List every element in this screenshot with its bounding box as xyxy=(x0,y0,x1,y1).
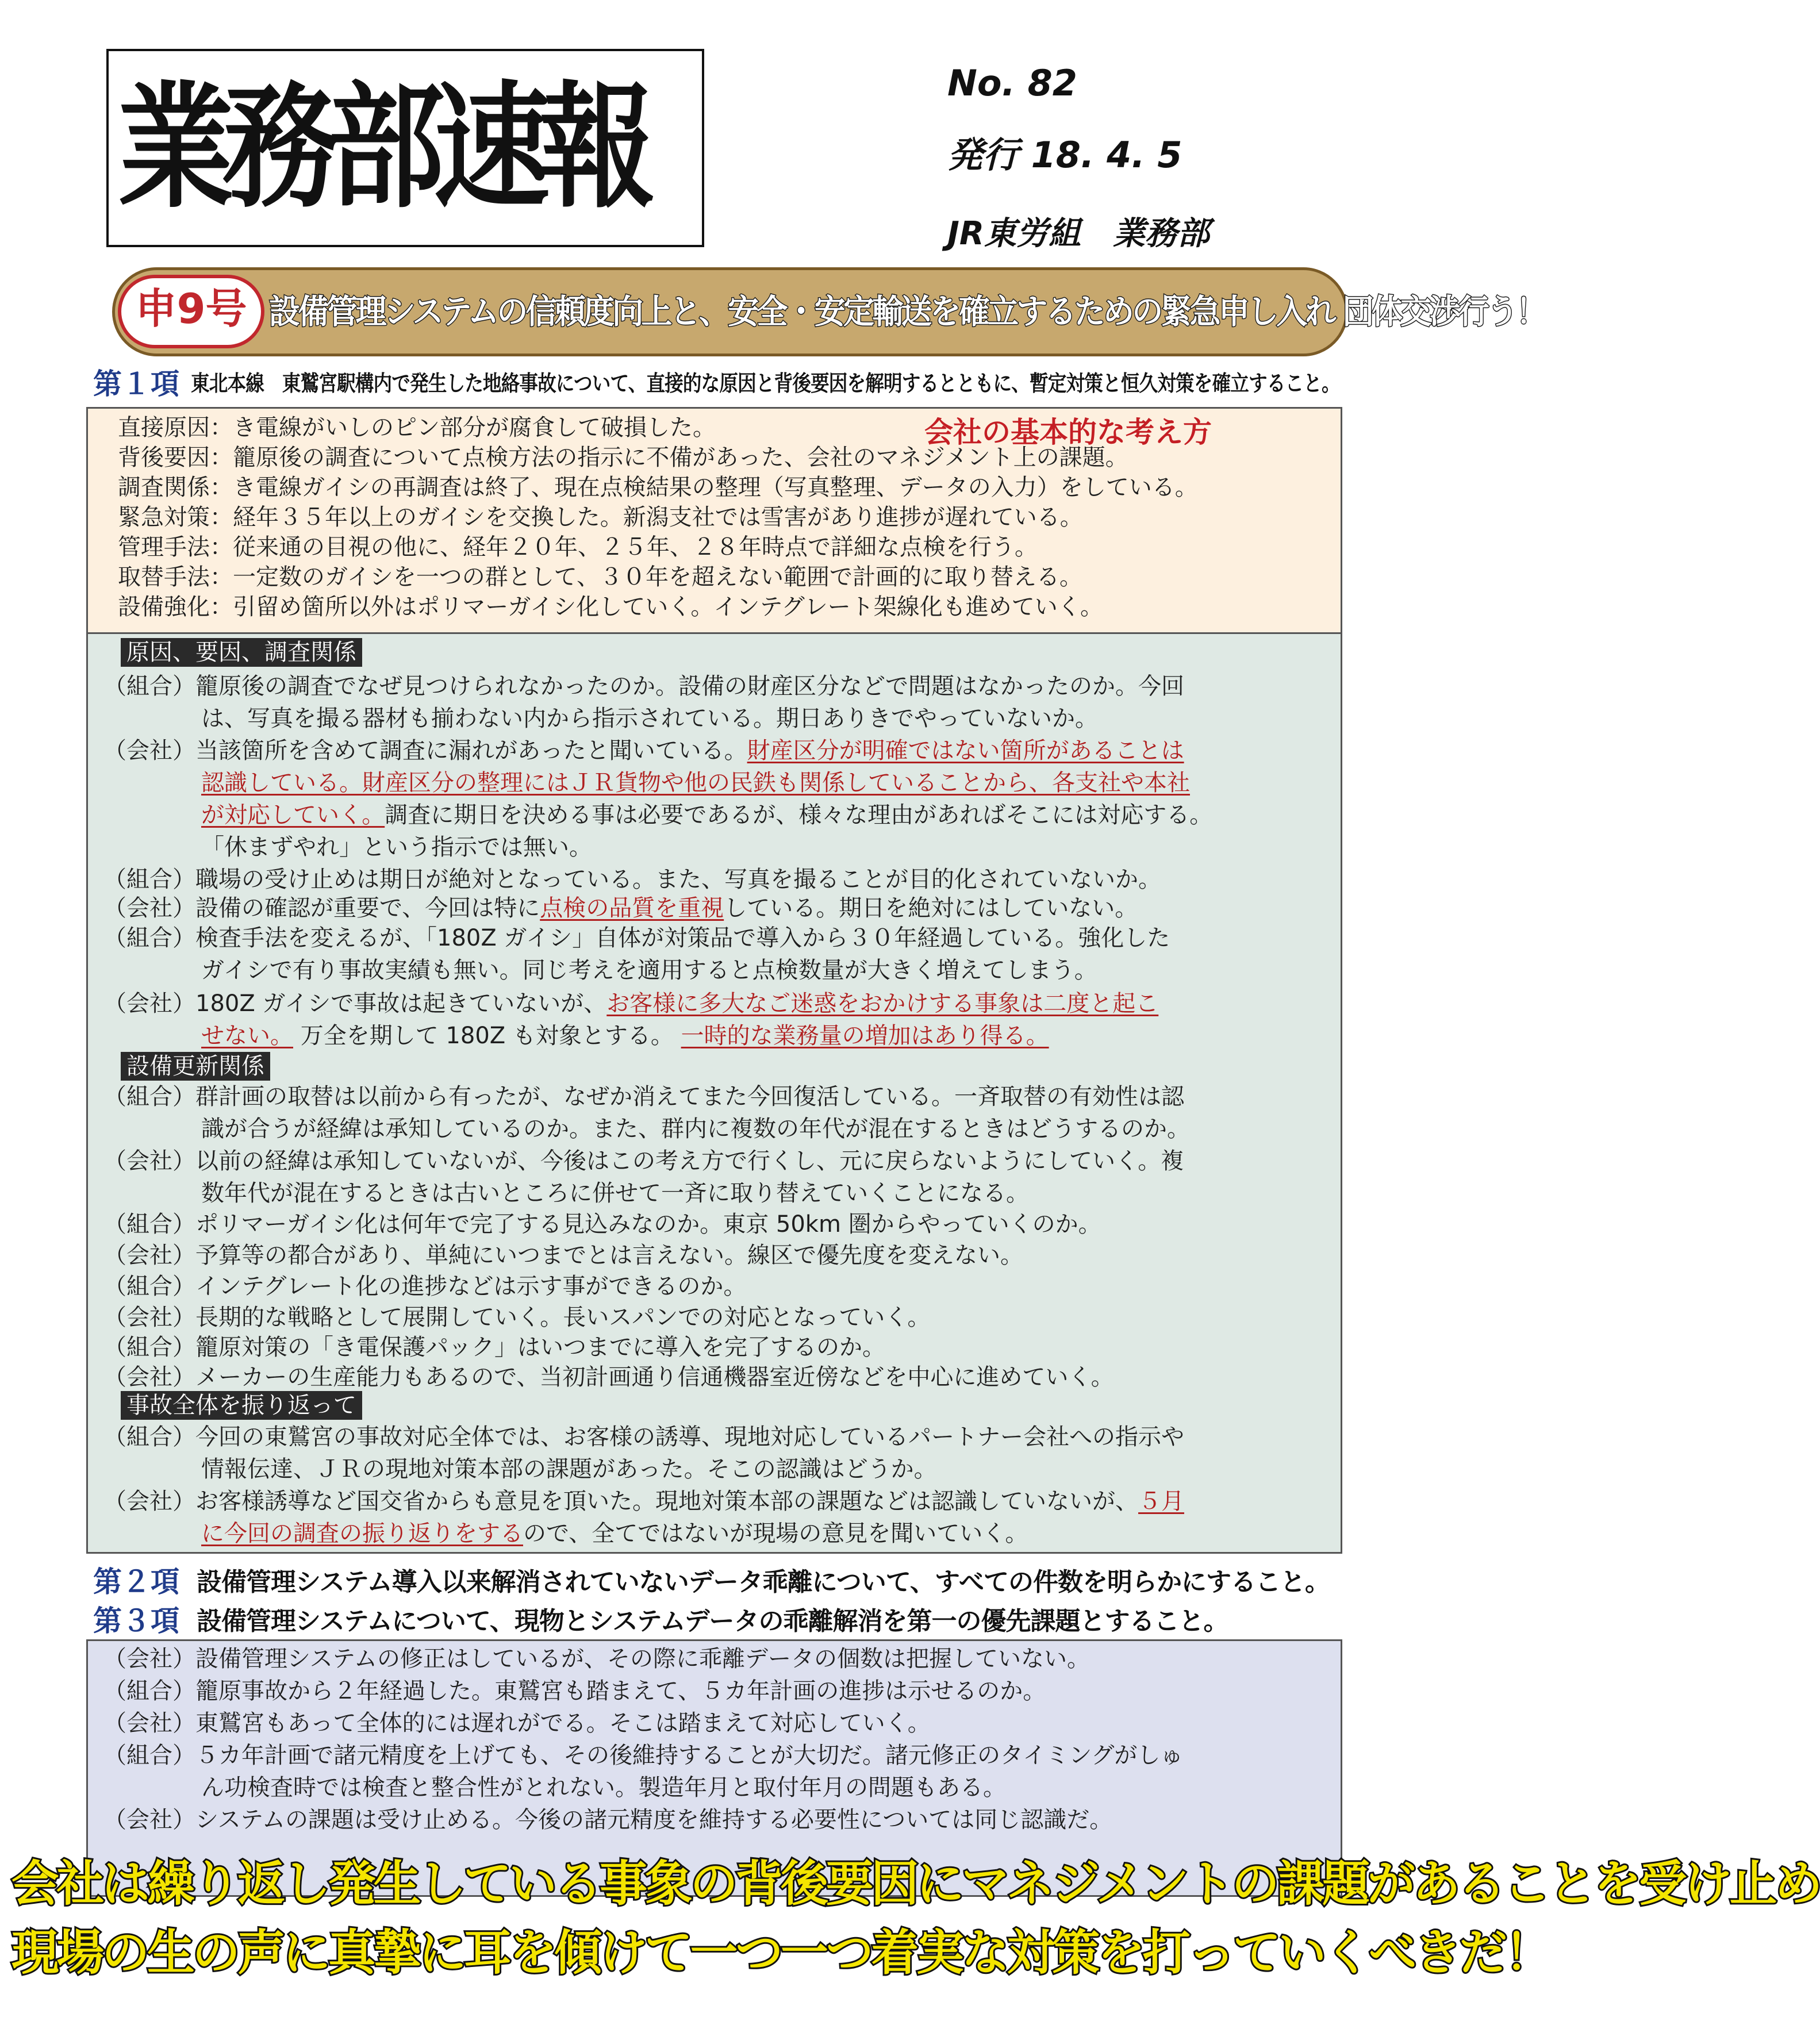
discussion-line: が対応していく。調査に期日を決める事は必要であるが、様々な理由があればそこには対応する。 xyxy=(201,802,1213,828)
discussion-line: に今回の調査の振り返りをするので、全てではないが現場の意見を聞いていく。 xyxy=(201,1520,1028,1547)
policy-line: 調査関係：き電線ガイシの再調査は終了、現在点検結果の整理（写真整理、データの入力）をしている。 xyxy=(118,474,1198,501)
discussion-line: （会社）お客様誘導など国交省からも意見を頂いた。現地対策本部の課題などは認識していないが、５月 xyxy=(103,1488,1184,1515)
discussion-line: せない。 万全を期して 180Z も対象とする。 一時的な業務量の増加はあり得る。 xyxy=(201,1023,1049,1049)
closing-slogan-line2: 現場の生の声に真摯に耳を傾けて一つ一つ着実な対策を打っていくべきだ！ xyxy=(11,1924,1550,1981)
discussion-line: 数年代が混在するときは古いところに併せて一斉に取り替えていくことになる。 xyxy=(201,1180,1029,1207)
discussion2-line: （会社）設備管理システムの修正はしているが、その際に乖離データの個数は把握していない。 xyxy=(103,1646,1090,1672)
issue-date: 発行 18. 4. 5 xyxy=(947,134,1182,176)
discussion-line: （会社）以前の経緯は承知していないが、今後はこの考え方で行くし、元に戻らないようにしていく。複 xyxy=(103,1148,1184,1174)
headline-text: 設備管理システムの信頼度向上と、安全・安定輸送を確立するための緊急申し入れ 団体交渉行う！ xyxy=(269,292,1545,331)
policy-line: 背後要因：籠原後の調査について点検方法の指示に不備があった、会社のマネジメント上の課題。 xyxy=(118,444,1128,471)
issue-number: No. 82 xyxy=(947,62,1077,104)
section-tab-review: 事故全体を振り返って xyxy=(121,1391,362,1420)
item1-text: 東北本線 東鷲宮駅構内で発生した地絡事故について、直接的な原因と背後要因を解明するとともに、暫定対策と恒久対策を確立すること。 xyxy=(191,371,1340,396)
item3-text: 設備管理システムについて、現物とシステムデータの乖離解消を第一の優先課題とすること。 xyxy=(197,1607,1228,1636)
discussion2-line: （会社）システムの課題は受け止める。今後の諸元精度を維持する必要性については同じ認識だ。 xyxy=(103,1807,1113,1833)
policy-line: 緊急対策：経年３５年以上のガイシを交換した。新潟支社では雪害があり進捗が遅れている。 xyxy=(118,504,1083,531)
issuer: JR東労組 業務部 xyxy=(947,215,1210,252)
discussion2-line: ん功検査時では検査と整合性がとれない。製造年月と取付年月の問題もある。 xyxy=(201,1774,1006,1801)
closing-slogan-line1: 会社は繰り返し発生している事象の背後要因にマネジメントの課題があることを受け止め xyxy=(11,1855,1820,1912)
discussion-line: （会社）当該箇所を含めて調査に漏れがあったと聞いている。財産区分が明確ではない箇所があることは xyxy=(103,737,1184,764)
discussion-line: （組合）検査手法を変えるが、「180Z ガイシ」自体が対策品で導入から３０年経過している。強化した xyxy=(103,925,1170,951)
discussion-line: （組合）インテグレート化の進捗などは示す事ができるのか。 xyxy=(103,1273,747,1300)
policy-line: 管理手法：従来通の目視の他に、経年２０年、２５年、２８年時点で詳細な点検を行う。 xyxy=(118,534,1038,560)
discussion-line: （組合）ポリマーガイシ化は何年で完了する見込みなのか。東京 50km 圏からやっていくのか。 xyxy=(103,1211,1101,1238)
discussion-line: （会社）長期的な戦略として展開していく。長いスパンでの対応となっていく。 xyxy=(103,1304,931,1331)
discussion-line: （会社）メーカーの生産能力もあるので、当初計画通り信通機器室近傍などを中心に進めていく。 xyxy=(103,1364,1114,1390)
policy-line: 設備強化：引留め箇所以外はポリマーガイシ化していく。インテグレート架線化も進めていく。 xyxy=(118,594,1103,620)
discussion-line: （組合）群計画の取替は以前から有ったが、なぜか消えてまた今回復活している。一斉取替の有効性は認 xyxy=(103,1084,1184,1110)
discussion-line: （組合）籠原対策の「き電保護パック」はいつまでに導入を完了するのか。 xyxy=(103,1334,885,1361)
item2-text: 設備管理システム導入以来解消されていないデータ乖離について、すべての件数を明らかにすること。 xyxy=(197,1568,1330,1597)
policy-heading: 会社の基本的な考え方 xyxy=(924,416,1212,449)
discussion-line: （会社）設備の確認が重要で、今回は特に点検の品質を重視している。期日を絶対にはしていない。 xyxy=(103,895,1138,921)
policy-line: 直接原因：き電線がいしのピン部分が腐食して破損した。 xyxy=(118,414,716,441)
item3-label: 第３項 xyxy=(93,1604,179,1638)
discussion-line: （組合）籠原後の調査でなぜ見つけられなかったのか。設備の財産区分などで問題はなかったのか。今回 xyxy=(103,673,1184,700)
discussion-line: （組合）今回の東鷲宮の事故対応全体では、お客様の誘導、現地対応しているパートナー会社への指示や xyxy=(103,1424,1184,1450)
discussion-line: （会社）予算等の都合があり、単純にいつまでとは言えない。線区で優先度を変えない。 xyxy=(103,1242,1023,1269)
discussion-line: 「休まずやれ」という指示では無い。 xyxy=(201,834,592,860)
discussion-line: （組合）職場の受け止めは期日が絶対となっている。また、写真を撮ることが目的化されていないか。 xyxy=(103,866,1161,893)
discussion-line: 識が合うが経緯は承知しているのか。また、群内に複数の年代が混在するときはどうするのか。 xyxy=(201,1116,1190,1142)
discussion-line: ガイシで有り事故実績も無い。同じ考えを適用すると点検数量が大きく増えてしまう。 xyxy=(201,957,1097,983)
discussion-line: 認識している。財産区分の整理にはＪＲ貨物や他の民鉄も関係していることから、各支社や本社 xyxy=(201,770,1190,796)
discussion-line: は、写真を撮る器材も揃わない内から指示されている。期日ありきでやっていないか。 xyxy=(201,705,1098,732)
discussion2-line: （会社）東鷲宮もあって全体的には遅れがでる。そこは踏まえて対応していく。 xyxy=(103,1710,931,1736)
item1-label: 第１項 xyxy=(93,367,179,401)
item2-label: 第２項 xyxy=(93,1565,179,1599)
discussion2-line: （組合）５カ年計画で諸元精度を上げても、その後維持することが大切だ。諸元修正のタイミングがしゅ xyxy=(103,1742,1184,1769)
section-tab-cause: 原因、要因、調査関係 xyxy=(121,638,362,667)
section-tab-renewal: 設備更新関係 xyxy=(121,1052,270,1081)
page-title: 業務部速報 xyxy=(118,70,644,226)
discussion2-line: （組合）籠原事故から２年経過した。東鷲宮も踏まえて、５カ年計画の進捗は示せるのか。 xyxy=(103,1678,1046,1704)
discussion-line: （会社）180Z ガイシで事故は起きていないが、お客様に多大なご迷惑をおかけする事象は二度と起こ xyxy=(103,990,1159,1017)
headline-tag: 申9号 xyxy=(135,285,247,333)
policy-line: 取替手法：一定数のガイシを一つの群として、３０年を超えない範囲で計画的に取り替える。 xyxy=(118,564,1082,590)
discussion-line: 情報伝達、ＪＲの現地対策本部の課題があった。そこの認識はどうか。 xyxy=(201,1456,937,1482)
